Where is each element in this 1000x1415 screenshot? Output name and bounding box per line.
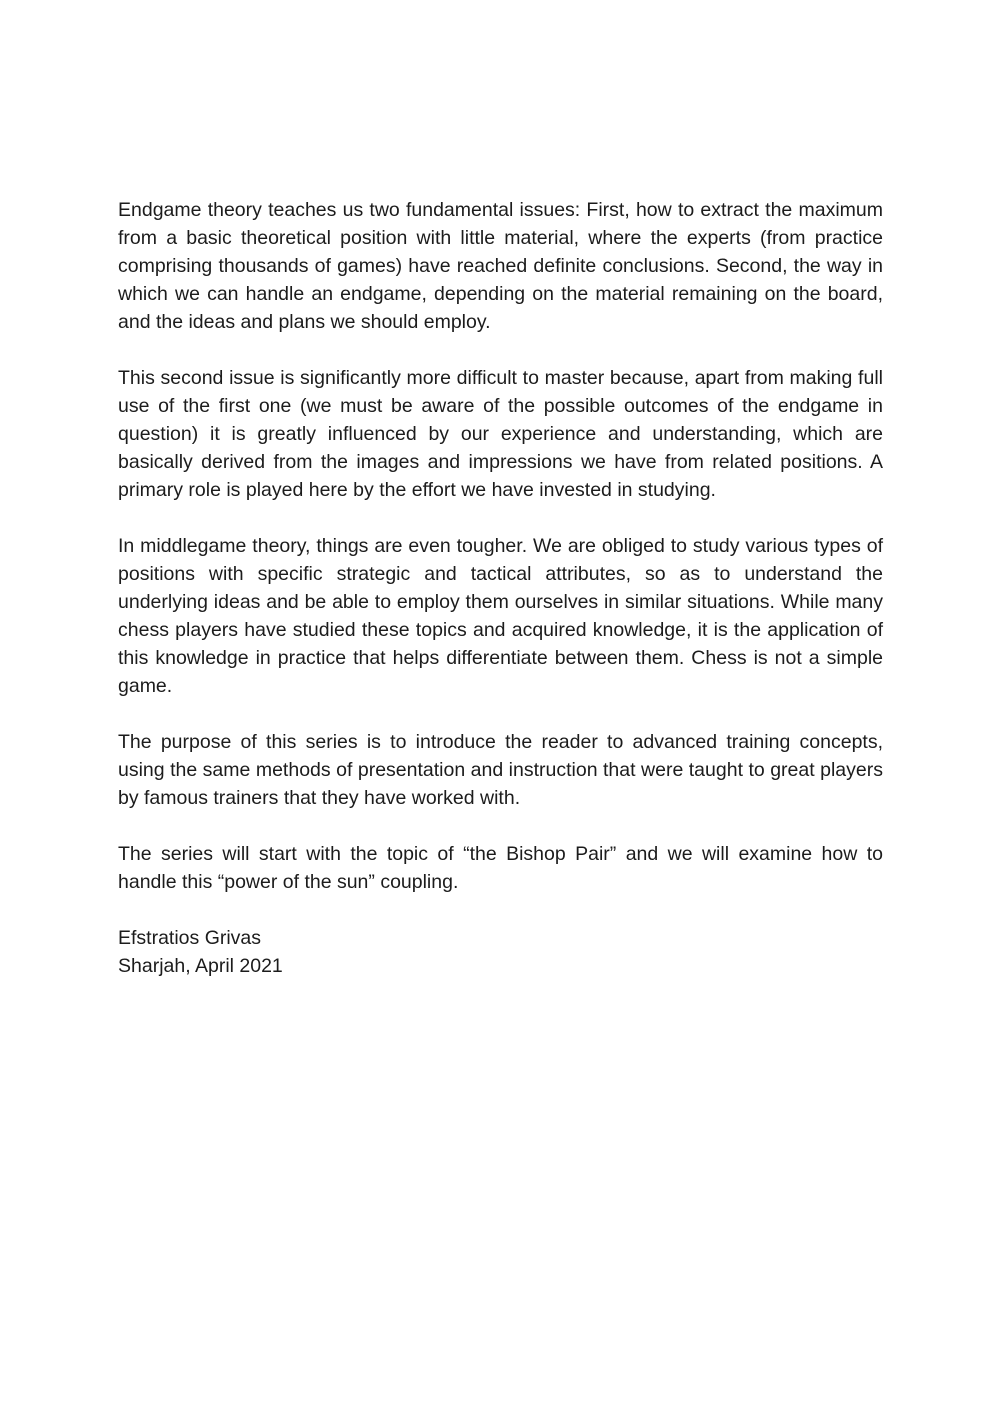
document-body [118, 196, 883, 980]
signature-place-date: Sharjah, April 2021 [118, 955, 283, 977]
paragraph-series-topic: The series will start with the topic of “the Bishop Pair” and we will examine how to handle this “power of the sun” coupling. [118, 843, 883, 893]
paragraph-endgame-theory: Endgame theory teaches us two fundamental issues: First, how to extract the maximum from a basic theoretical position with little material, where the experts (from practice comprising thousands of games) have reached definite conclusions. Second, the way in which we can handle an endgame, depending on the material remaining on the board, and the ideas and plans we should employ. [118, 199, 883, 333]
paragraph-series-purpose: The purpose of this series is to introduce the reader to advanced training concepts, using the same methods of presentation and instruction that were taught to great players by famous trainers that they have worked with. [118, 731, 883, 809]
signature-author: Efstratios Grivas [118, 927, 262, 949]
signature-block [118, 924, 883, 980]
paragraph-middlegame-theory: In middlegame theory, things are even tougher. We are obliged to study various types of positions with specific strategic and tactical attributes, so as to understand the underlying ideas and be able to employ them ourselves in similar situations. While many chess players have studied these topics and acquired knowledge, it is the application of this knowledge in practice that helps differentiate between them. Chess is not a simple game. [118, 535, 883, 697]
paragraph-second-issue: This second issue is significantly more difficult to master because, apart from making full use of the first one (we must be aware of the possible outcomes of the endgame in question) it is greatly influenced by our experience and understanding, which are basically derived from the images and impressions we have from related positions. A primary role is played here by the effort we have invested in studying. [118, 367, 883, 501]
